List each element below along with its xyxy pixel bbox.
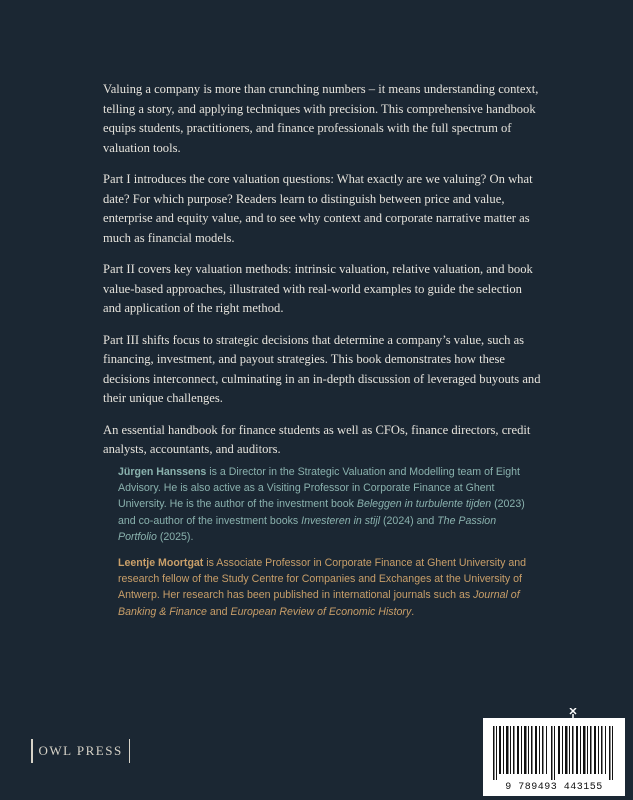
isbn-barcode <box>483 718 625 796</box>
blurb-paragraph-5: An essential handbook for finance students as well as CFOs, finance directors, credit analysts, accountants, and auditors. <box>103 422 531 456</box>
book-title: Beleggen in turbulente tijden <box>356 498 492 511</box>
bio-text: is a Director in the Strategic Valuation and Modelling team of Eight Advisory. He is also active as a Visiting Professor in Corporate Finance at Ghent University. He is the author of the investment book <box>118 466 520 511</box>
publisher-name: OWL PRESS <box>38 743 123 758</box>
blurb-paragraph-3: Part II covers key valuation methods: intrinsic valuation, relative valuation, and book value-based approaches, illustrated with real-world examples to guide the selection and application of the right method. <box>103 262 533 315</box>
author-bio-moortgat <box>118 555 530 620</box>
blurb-paragraph-4: Part III shifts focus to strategic decisions that determine a company’s value, such as financing, investment, and payout strategies. This book demonstrates how these decisions interconnect, culminating in an in-depth discussion of leveraged buyouts and their unique challenges. <box>103 332 541 405</box>
blurb-paragraph-1: Valuing a company is more than crunching numbers – it means understanding context, telling a story, and applying techniques with precision. This comprehensive handbook equips students, practitioners, and finance professionals with the full spectrum of valuation tools. <box>103 82 539 155</box>
author-name: Leentje Moortgat <box>118 557 204 570</box>
isbn-number: 9 789493 443155 <box>505 782 603 793</box>
blurb-paragraph-2: Part I introduces the core valuation questions: What exactly are we valuing? On what date? For which purpose? Readers learn to distinguish between price and value, enterprise and equity value, and to see why context and corporate narrative matter as much as financial models. <box>103 172 533 245</box>
bio-text: (2024) and <box>380 514 438 527</box>
journal-title: Journal of Banking & Finance <box>118 589 520 618</box>
bio-text: (2025). <box>156 530 194 543</box>
bio-text: and <box>206 605 231 618</box>
author-bios <box>118 464 530 630</box>
author-bio-hanssens <box>118 464 530 545</box>
book-title: Investeren in stijl <box>301 514 381 527</box>
book-title: The Passion Portfolio <box>118 514 497 543</box>
bio-text: is Associate Professor in Corporate Finance at Ghent University and research fellow of the Study Centre for Companies and Exchanges at the University of Antwerp. Her research has been published in international journals such as <box>118 557 527 602</box>
bio-text: . <box>411 605 415 618</box>
publisher-logo <box>31 739 130 763</box>
publisher-logo-bar-left <box>31 739 33 763</box>
publisher-logo-bar-right <box>129 739 131 763</box>
back-cover-blurb <box>103 80 543 472</box>
barcode-bars-icon <box>491 726 617 780</box>
journal-title: European Review of Economic History <box>230 605 412 618</box>
bio-text: (2023) and co-author of the investment books <box>118 498 525 527</box>
author-name: Jürgen Hanssens <box>118 466 207 478</box>
